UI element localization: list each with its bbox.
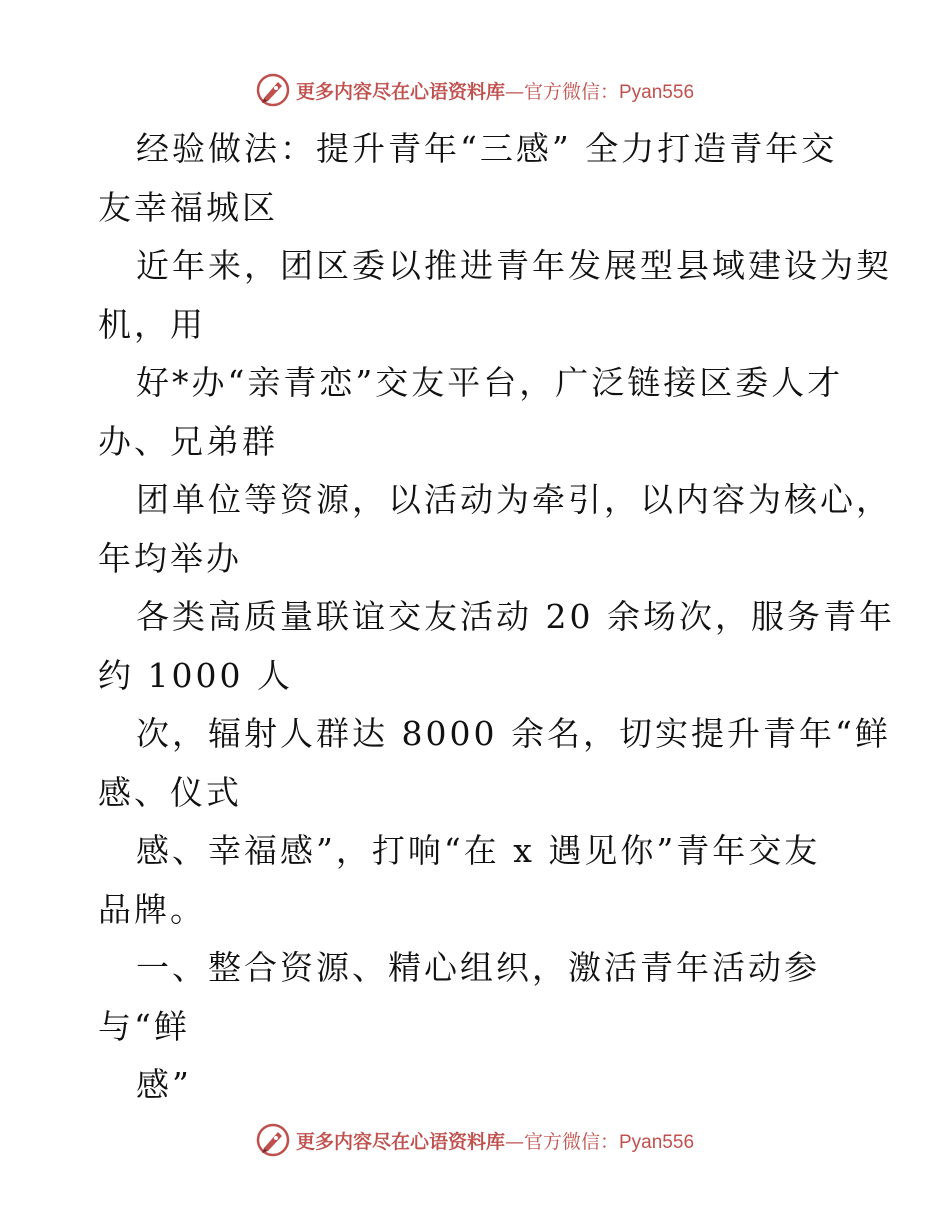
document-line: 各类高质量联谊交友活动 20 余场次，服务青年 xyxy=(136,597,895,636)
document-line: 友幸福城区 xyxy=(98,187,278,227)
document-line: 品牌。 xyxy=(98,889,206,929)
document-line: 机，用 xyxy=(98,304,206,344)
document-line: 经验做法：提升青年“三感” 全力打造青年交 xyxy=(136,129,838,168)
document-line: 年均举办 xyxy=(98,538,242,578)
document-line: 好*办“亲青恋”交友平台，广泛链接区委人才 xyxy=(136,363,844,402)
document-line: 感” xyxy=(136,1065,192,1104)
document-line: 次，辐射人群达 8000 余名，切实提升青年“鲜 xyxy=(136,714,891,753)
document-line: 近年来，团区委以推进青年发展型县域建设为契 xyxy=(136,246,892,285)
footer-banner xyxy=(0,1122,950,1158)
header-banner xyxy=(0,72,950,108)
document-line: 与“鲜 xyxy=(98,1006,190,1046)
pen-logo-icon xyxy=(256,1123,290,1157)
document-line: 感、仪式 xyxy=(98,772,242,812)
document-line: 感、幸福感”，打响“在 x 遇见你”青年交友 xyxy=(136,831,821,870)
banner-text: 更多内容尽在心语资料库—官方微信：Pyan556 xyxy=(295,1130,695,1153)
document-line: 一、整合资源、精心组织，激活青年活动参 xyxy=(136,948,820,987)
document-line: 约 1000 人 xyxy=(98,655,293,695)
banner-text: 更多内容尽在心语资料库—官方微信：Pyan556 xyxy=(295,80,695,103)
document-line: 办、兄弟群 xyxy=(98,421,278,461)
document-body xyxy=(98,120,895,1115)
pen-logo-icon xyxy=(256,73,290,107)
document-line: 团单位等资源，以活动为牵引，以内容为核心， xyxy=(136,480,892,519)
